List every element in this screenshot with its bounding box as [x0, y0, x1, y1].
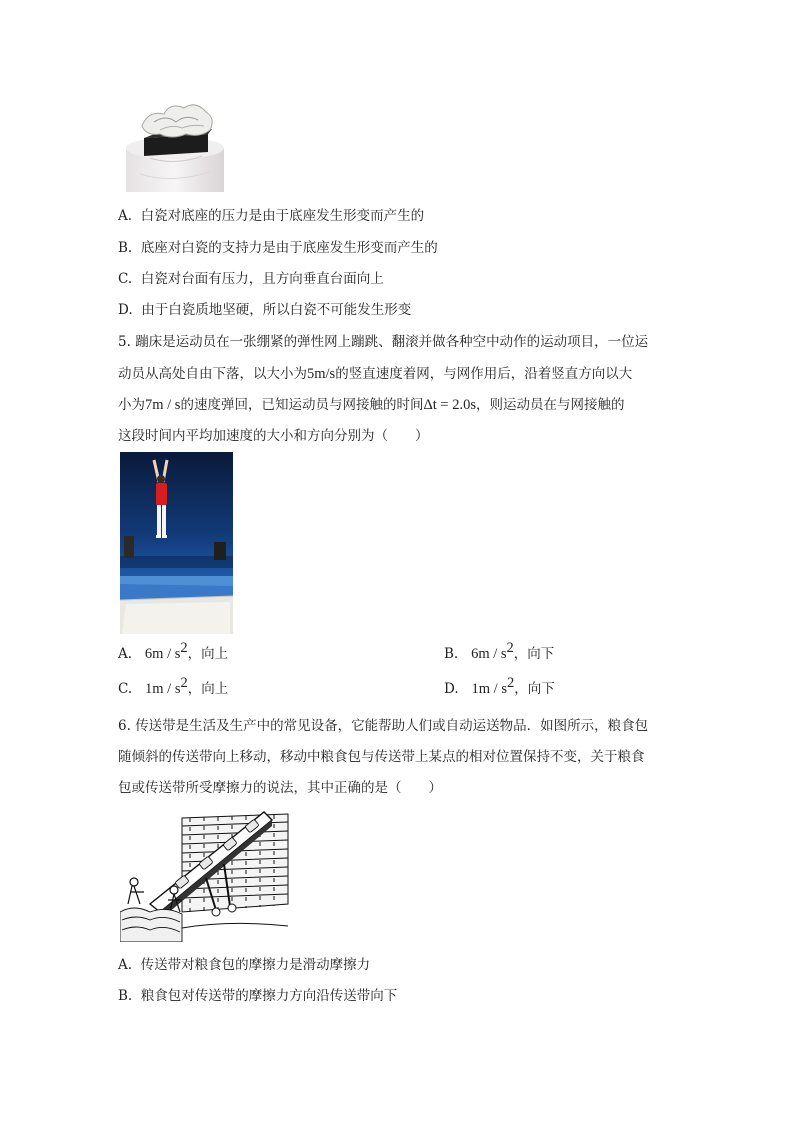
q6-stem-line2: 随倾斜的传送带向上移动，移动中粮食包与传送带上某点的相对位置保持不变，关于粮食 [118, 749, 645, 765]
q6-option-a: A. 传送带对粮食包的摩擦力是滑动摩擦力 [118, 957, 371, 973]
q5-stem-line1: 5. 蹦床是运动员在一张绷紧的弹性网上蹦跳、翻滚并做各种空中动作的运动项目，一位运 [118, 334, 649, 350]
q5-number: 5. [118, 334, 131, 350]
q6-option-b: B. 粮食包对传送带的摩擦力方向沿传送带向下 [118, 988, 398, 1004]
trampoline-figure [120, 452, 233, 634]
porcelain-figure [120, 96, 230, 192]
q4-option-d: D. 由于白瓷质地坚硬，所以白瓷不可能发生形变 [118, 302, 412, 318]
conveyor-belt-figure [120, 808, 290, 942]
q4-option-a: A. 白瓷对底座的压力是由于底座发生形变而产生的 [118, 208, 425, 224]
q5-option-a: A. $6m / s^2$，向上 [118, 640, 229, 662]
q5-option-c: C. $1m / s^2$，向上 [118, 675, 229, 697]
q5-stem-line2: 动员从高处自由下落，以大小为5m/s的竖直速度着网，与网作用后，沿着竖直方向以大 [118, 366, 633, 382]
q4-option-b: B. 底座对白瓷的支持力是由于底座发生形变而产生的 [118, 240, 438, 256]
q4-option-c: C. 白瓷对台面有压力，且方向垂直台面向上 [118, 271, 384, 287]
q5-option-d: D. $1m / s^2$，向下 [444, 675, 555, 697]
q6-stem-line1: 6. 传送带是生活及生产中的常见设备，它能帮助人们或自动运送物品．如图所示，粮食包 [118, 718, 649, 734]
q6-stem-line3: 包或传送带所受摩擦力的说法，其中正确的是（ ） [118, 780, 442, 796]
q5-stem-line4: 这段时间内平均加速度的大小和方向分别为（ ） [118, 428, 429, 444]
q6-number: 6. [118, 718, 131, 734]
q5-stem-line3: 小为7m / s的速度弹回，已知运动员与网接触的时间Δt = 2.0s，则运动员在与网接触的 [118, 397, 625, 413]
q5-option-b: B. $6m / s^2$，向下 [444, 640, 555, 662]
